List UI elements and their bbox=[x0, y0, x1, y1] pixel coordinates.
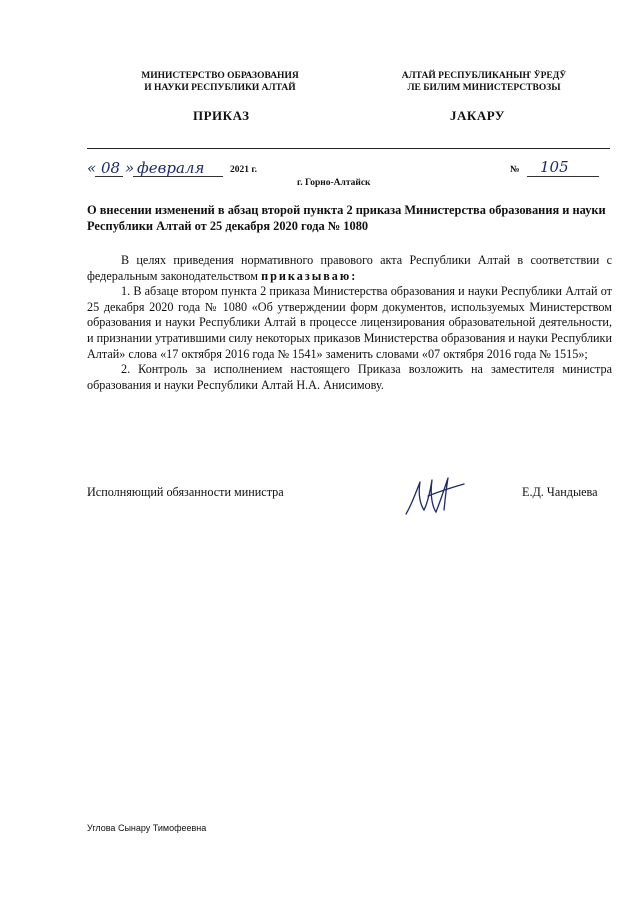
date-quote-open: « bbox=[87, 159, 97, 177]
item-1: 1. В абзаце втором пункта 2 приказа Министерства образования и науки Республики Алтай от 25 декабря 2020 года № 1080 «Об утверждении форм документов, используемых Министерством образования и науки Республики Алтай в процессе лицензирования образовательной деятельности, и признании утратившими силу некоторых приказов Министерства образования и науки Республики Алтай» слова «17 октября 2016 года № 1541» заменить словами «07 октября 2016 года № 1515»; bbox=[87, 284, 612, 361]
ministry-name-alt bbox=[378, 70, 590, 94]
order-body bbox=[87, 253, 612, 393]
signature-mark-icon bbox=[398, 470, 473, 520]
order-title: О внесении изменений в абзац второй пункта 2 приказа Министерства образования и науки Республики Алтай от 25 декабря 2020 года № 1080 bbox=[87, 203, 606, 233]
number-underline bbox=[527, 176, 599, 177]
date-day: 08 bbox=[101, 159, 121, 177]
item-2: 2. Контроль за исполнением настоящего Приказа возложить на заместителя министра образования и науки Республики Алтай Н.А. Анисимову. bbox=[87, 362, 612, 392]
order-number: 105 bbox=[540, 158, 569, 176]
date-year: 2021 г. bbox=[230, 165, 257, 175]
date-month: февраля bbox=[137, 159, 205, 177]
city: г. Горно-Алтайск bbox=[297, 178, 371, 188]
number-label: № bbox=[510, 165, 520, 175]
signatory-position: Исполняющий обязанности министра bbox=[87, 485, 284, 499]
ministry-name-alt-line1: АЛТАЙ РЕСПУБЛИКАНЫҤ ӰРЕДӰ bbox=[401, 71, 567, 81]
doc-type-ru: ПРИКАЗ bbox=[193, 108, 250, 123]
ministry-name-ru-line1: МИНИСТЕРСТВО ОБРАЗОВАНИЯ bbox=[141, 71, 299, 81]
order-date bbox=[87, 159, 287, 181]
ministry-name-ru bbox=[120, 70, 320, 94]
date-quote-close: » bbox=[125, 159, 135, 177]
month-underline bbox=[133, 176, 223, 177]
ministry-name-alt-line2: ЛЕ БИЛИМ МИНИСТЕРСТВОЗЫ bbox=[407, 83, 561, 93]
executor-name: Углова Сынару Тимофеевна bbox=[87, 823, 207, 833]
preamble-text: В целях приведения нормативного правового акта Республики Алтай в соответствии с федеральным законодательством bbox=[87, 253, 612, 283]
preamble bbox=[87, 253, 612, 284]
header-rule bbox=[87, 148, 610, 149]
ministry-name-ru-line2: И НАУКИ РЕСПУБЛИКИ АЛТАЙ bbox=[144, 83, 296, 93]
order-word: приказываю: bbox=[261, 268, 358, 283]
day-underline bbox=[95, 176, 123, 177]
signatory-name: Е.Д. Чандыева bbox=[522, 485, 598, 499]
doc-type-alt: ЈАКАРУ bbox=[450, 108, 505, 123]
